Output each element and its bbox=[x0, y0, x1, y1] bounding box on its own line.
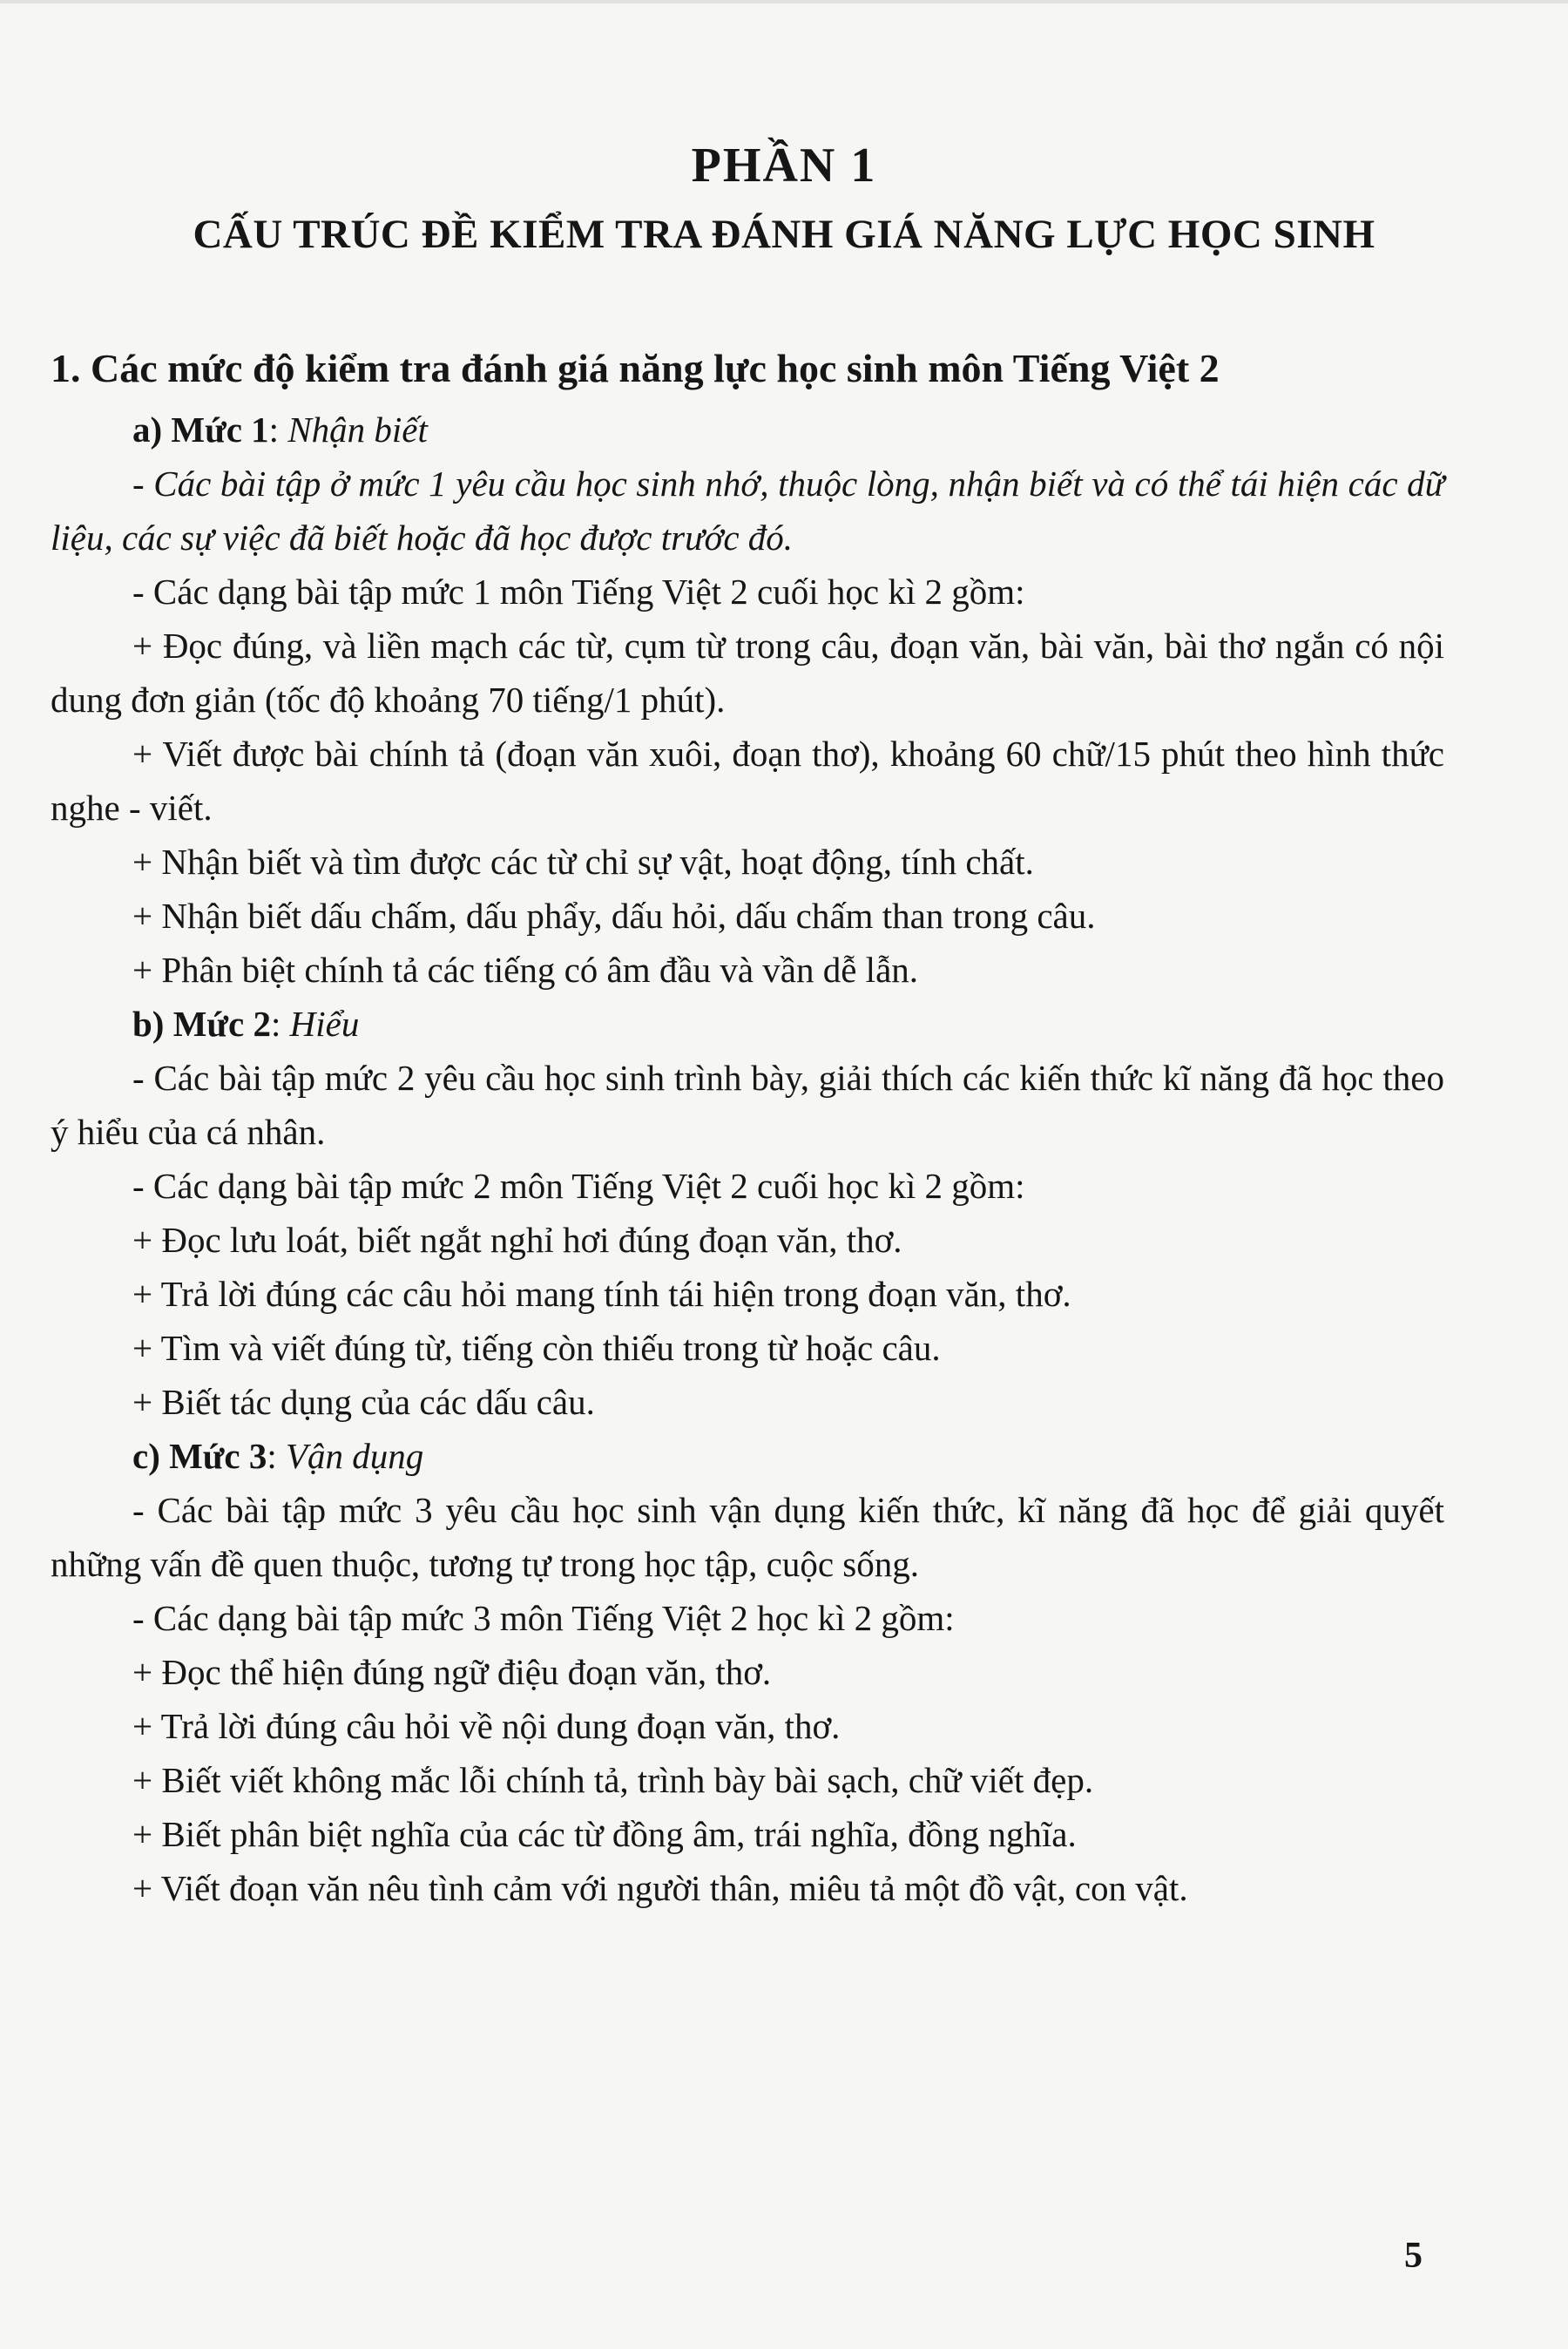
level-block-2 bbox=[51, 997, 1444, 1429]
level-requirement: - Các bài tập ở mức 1 yêu cầu học sinh nhớ, thuộc lòng, nhận biết và có thể tái hiện các dữ liệu, các sự việc đã biết hoặc đã học được trước đó. bbox=[51, 464, 1444, 558]
level-item: + Biết viết không mắc lỗi chính tả, trình bày bài sạch, chữ viết đẹp. bbox=[132, 1760, 1094, 1800]
level-item: + Đọc thể hiện đúng ngữ điệu đoạn văn, thơ. bbox=[132, 1652, 772, 1692]
level-label: a) Mức 1 bbox=[132, 410, 269, 450]
level-heading: c) Mức 3: Vận dụng bbox=[132, 1436, 424, 1476]
level-block-3 bbox=[51, 1429, 1444, 1915]
level-item: + Viết đoạn văn nêu tình cảm với người thân, miêu tả một đồ vật, con vật. bbox=[132, 1868, 1188, 1908]
level-name: Vận dụng bbox=[286, 1436, 424, 1476]
level-item: + Viết được bài chính tả (đoạn văn xuôi, đoạn thơ), khoảng 60 chữ/15 phút theo hình thức nghe - viết. bbox=[51, 734, 1444, 828]
level-item: + Trả lời đúng câu hỏi về nội dung đoạn văn, thơ. bbox=[132, 1706, 841, 1746]
level-types-intro: - Các dạng bài tập mức 1 môn Tiếng Việt 2 cuối học kì 2 gồm: bbox=[132, 572, 1025, 612]
level-item: + Nhận biết dấu chấm, dấu phẩy, dấu hỏi, dấu chấm than trong câu. bbox=[132, 896, 1096, 936]
level-item: + Biết phân biệt nghĩa của các từ đồng âm, trái nghĩa, đồng nghĩa. bbox=[132, 1814, 1077, 1854]
part-title: PHẦN 1 bbox=[691, 139, 877, 193]
level-item: + Đọc đúng, và liền mạch các từ, cụm từ trong câu, đoạn văn, bài văn, bài thơ ngắn có nội dung đơn giản (tốc độ khoảng 70 tiếng/1 phút). bbox=[51, 626, 1444, 720]
level-name: Nhận biết bbox=[287, 410, 428, 450]
level-item: + Trả lời đúng các câu hỏi mang tính tái hiện trong đoạn văn, thơ. bbox=[132, 1274, 1071, 1314]
document-title: CẤU TRÚC ĐỀ KIỂM TRA ĐÁNH GIÁ NĂNG LỰC HỌC SINH bbox=[193, 212, 1375, 257]
level-label: b) Mức 2 bbox=[132, 1004, 271, 1044]
level-heading: b) Mức 2: Hiểu bbox=[132, 1004, 360, 1044]
level-item: + Đọc lưu loát, biết ngắt nghỉ hơi đúng đoạn văn, thơ. bbox=[132, 1220, 902, 1260]
level-types-intro: - Các dạng bài tập mức 2 môn Tiếng Việt 2 cuối học kì 2 gồm: bbox=[132, 1166, 1025, 1206]
level-heading: a) Mức 1: Nhận biết bbox=[132, 410, 428, 450]
section-heading: 1. Các mức độ kiểm tra đánh giá năng lực học sinh môn Tiếng Việt 2 bbox=[51, 346, 1220, 390]
level-item: + Tìm và viết đúng từ, tiếng còn thiếu trong từ hoặc câu. bbox=[132, 1328, 941, 1368]
level-block-1 bbox=[51, 403, 1444, 997]
level-requirement: - Các bài tập mức 2 yêu cầu học sinh trình bày, giải thích các kiến thức kĩ năng đã học theo ý hiểu của cá nhân. bbox=[51, 1058, 1444, 1152]
level-requirement: - Các bài tập mức 3 yêu cầu học sinh vận dụng kiến thức, kĩ năng đã học để giải quyết những vấn đề quen thuộc, tương tự trong học tập, cuộc sống. bbox=[51, 1490, 1444, 1584]
level-types-intro: - Các dạng bài tập mức 3 môn Tiếng Việt 2 học kì 2 gồm: bbox=[132, 1598, 955, 1638]
level-name: Hiểu bbox=[289, 1004, 360, 1044]
page-number: 5 bbox=[1404, 2236, 1423, 2276]
page-top-edge bbox=[0, 0, 1568, 3]
level-item: + Phân biệt chính tả các tiếng có âm đầu và vần dễ lẫn. bbox=[132, 950, 919, 990]
page-content bbox=[51, 338, 1444, 1915]
level-label: c) Mức 3 bbox=[132, 1436, 267, 1476]
level-item: + Biết tác dụng của các dấu câu. bbox=[132, 1382, 595, 1422]
level-item: + Nhận biết và tìm được các từ chỉ sự vật, hoạt động, tính chất. bbox=[132, 842, 1034, 882]
